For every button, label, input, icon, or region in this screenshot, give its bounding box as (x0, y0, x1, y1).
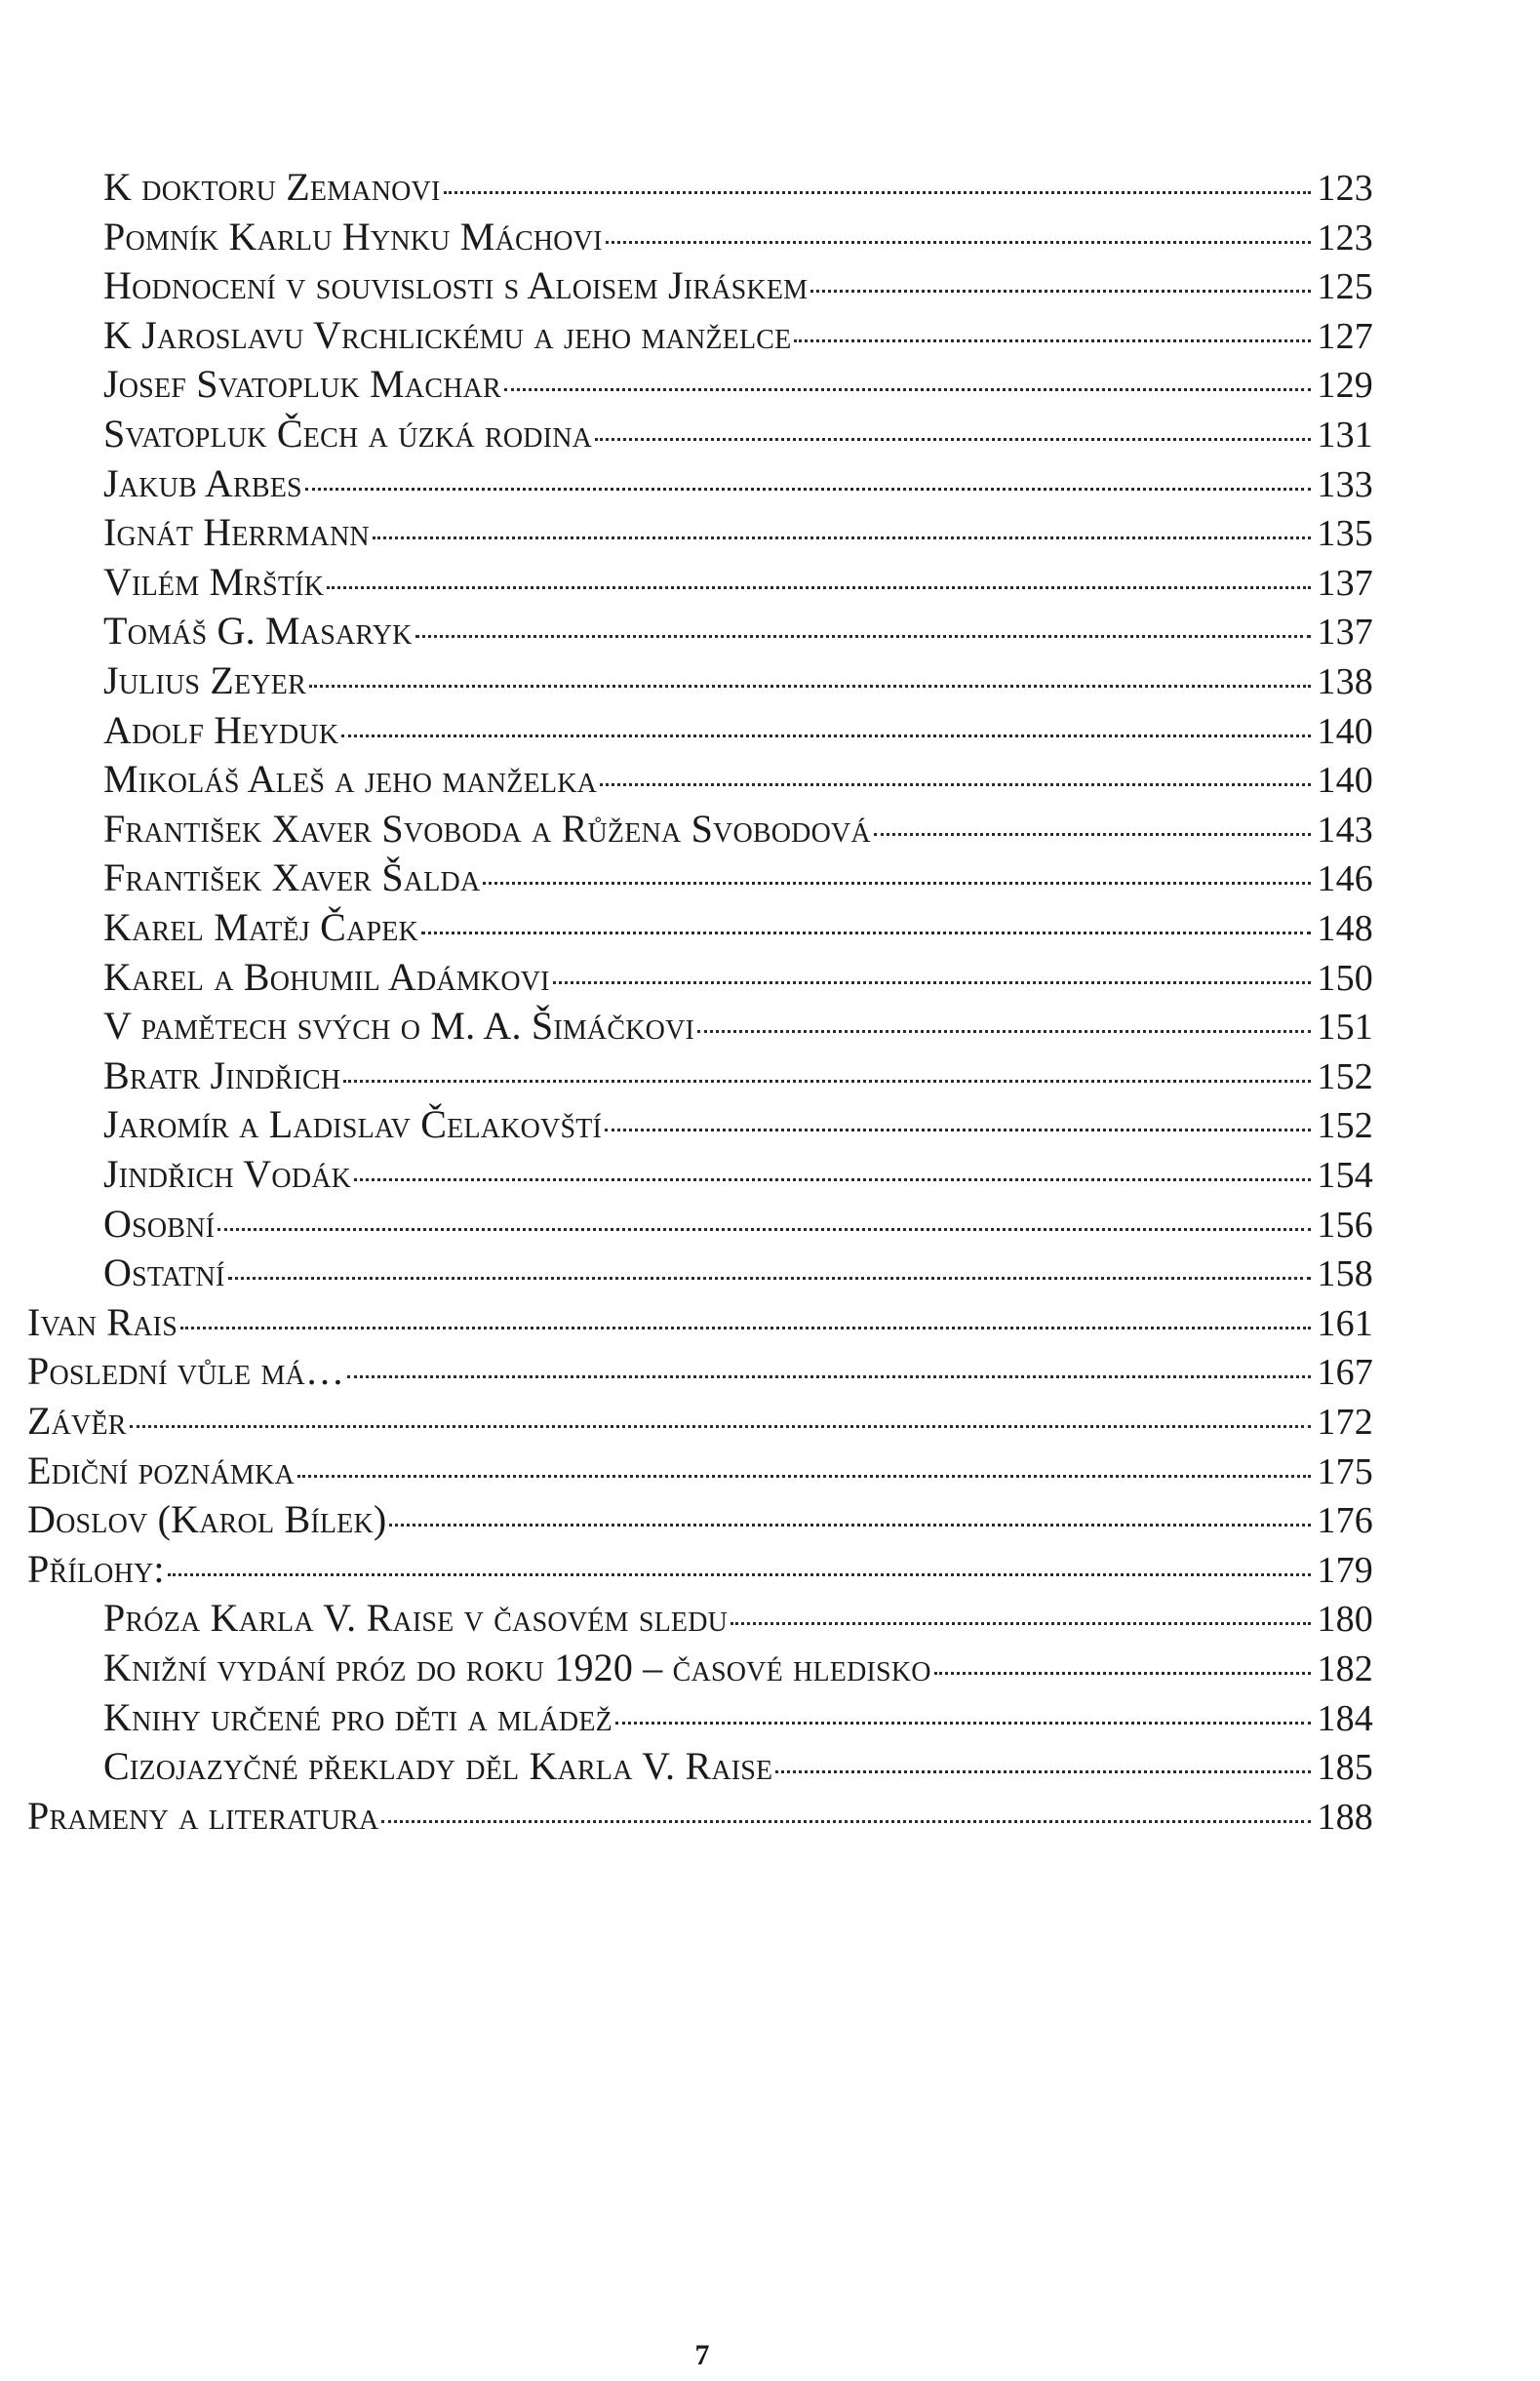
toc-entry-page: 151 (1317, 1007, 1373, 1049)
dot-leader (381, 1820, 1311, 1823)
toc-entry (103, 953, 1373, 1002)
toc-entry-page: 129 (1317, 365, 1373, 407)
toc-entry-title: Osobní (103, 1201, 216, 1246)
dot-leader (600, 783, 1311, 786)
toc-entry-page: 185 (1317, 1747, 1373, 1789)
toc-entry-page: 176 (1317, 1500, 1373, 1542)
dot-leader (794, 339, 1311, 342)
dot-leader (389, 1524, 1311, 1527)
toc-entry-page: 123 (1317, 168, 1373, 209)
dot-leader (553, 981, 1312, 984)
toc-entry-title: Přílohy: (27, 1546, 165, 1591)
toc-entry (103, 1644, 1373, 1692)
toc-entry (103, 360, 1373, 409)
toc-entry-title: K doktoru Zemanovi (103, 165, 441, 209)
toc-entry-title: Knihy určené pro děti a mládež (103, 1694, 612, 1739)
toc-entry (27, 1545, 1373, 1594)
toc-entry-page: 179 (1317, 1549, 1373, 1591)
toc-entry (27, 1298, 1373, 1347)
toc-entry-page: 143 (1317, 809, 1373, 851)
toc-entry (27, 1495, 1373, 1544)
toc-entry-page: 140 (1317, 760, 1373, 802)
toc-entry-page: 137 (1317, 562, 1373, 604)
toc-entry (103, 1200, 1373, 1249)
toc-entry (103, 508, 1373, 557)
toc-entry-title: František Xaver Svoboda a Růžena Svobodová (103, 806, 871, 851)
toc-entry-title: Jaromír a Ladislav Čelakovští (103, 1102, 603, 1147)
toc-entry-page: 175 (1317, 1450, 1373, 1492)
toc-entry-title: Bratr Jindřich (103, 1052, 341, 1097)
dot-leader (615, 1722, 1311, 1725)
toc-entry-title: Závěr (27, 1399, 127, 1443)
toc-entry-page: 172 (1317, 1402, 1373, 1443)
toc-entry (103, 853, 1373, 902)
dot-leader (810, 290, 1311, 293)
toc-entry-page: 127 (1317, 315, 1373, 357)
toc-entry-page: 182 (1317, 1648, 1373, 1689)
toc-entry (103, 1002, 1373, 1051)
dot-leader (130, 1425, 1312, 1428)
toc-entry (103, 163, 1373, 212)
toc-entry-title: Ignát Herrmann (103, 510, 370, 555)
dot-leader (421, 932, 1311, 934)
page-number: 7 (694, 2339, 710, 2371)
dot-leader (775, 1770, 1311, 1773)
toc-entry-page: 167 (1317, 1352, 1373, 1394)
toc-entry-title: Svatopluk Čech a úzká rodina (103, 412, 593, 456)
toc-entry-page: 158 (1317, 1253, 1373, 1295)
dot-leader (309, 685, 1311, 688)
toc-entry (103, 1150, 1373, 1199)
toc-entry-title: Ediční poznámka (27, 1448, 295, 1492)
toc-entry-page: 188 (1317, 1796, 1373, 1838)
toc-entry-page: 138 (1317, 661, 1373, 702)
toc-entry (103, 558, 1373, 607)
dot-leader (341, 734, 1311, 737)
dot-leader (373, 536, 1312, 539)
toc-entry-page: 148 (1317, 908, 1373, 949)
toc-entry-title: Ivan Rais (27, 1299, 178, 1344)
toc-entry-page: 150 (1317, 957, 1373, 999)
toc-entry-title: Vilém Mrštík (103, 559, 325, 604)
dot-leader (444, 191, 1312, 194)
toc-entry-page: 152 (1317, 1055, 1373, 1097)
toc-entry-page: 180 (1317, 1599, 1373, 1641)
toc-entry-title: Knižní vydání próz do roku 1920 – časové hledisko (103, 1646, 931, 1689)
dot-leader (327, 586, 1311, 589)
toc-entry-page: 161 (1317, 1302, 1373, 1344)
toc-entry (103, 1249, 1373, 1297)
dot-leader (354, 1178, 1311, 1181)
toc-entry (27, 1347, 1373, 1396)
toc-entry-page: 123 (1317, 217, 1373, 258)
toc-entry-title: Adolf Heyduk (103, 707, 339, 752)
toc-entry (27, 1792, 1373, 1841)
toc-entry-title: Prameny a literatura (27, 1793, 379, 1838)
toc-entry-page: 125 (1317, 266, 1373, 308)
toc-entry-page: 146 (1317, 858, 1373, 900)
toc-entry-title: Julius Zeyer (103, 658, 306, 702)
toc-entry (103, 755, 1373, 804)
toc-entry-title: Doslov (Karol Bílek) (27, 1497, 387, 1542)
toc-entry (103, 656, 1373, 705)
toc-entry-page: 152 (1317, 1105, 1373, 1147)
dot-leader (305, 488, 1312, 491)
toc-entry (103, 1693, 1373, 1742)
dot-leader (180, 1327, 1311, 1329)
toc-entry (103, 459, 1373, 508)
toc-entry-title: Ostatní (103, 1250, 225, 1295)
toc-entry (103, 805, 1373, 853)
toc-entry (27, 1447, 1373, 1495)
toc-entry (103, 1742, 1373, 1791)
toc-entry-title: V pamětech svých o M. A. Šimáčkovi (103, 1004, 695, 1049)
toc-entry-title: Próza Karla V. Raise v časovém sledu (103, 1596, 729, 1641)
toc-entry-page: 140 (1317, 710, 1373, 752)
dot-leader (228, 1277, 1312, 1280)
toc-entry (103, 261, 1373, 310)
dot-leader (297, 1475, 1312, 1478)
toc-entry (103, 1100, 1373, 1149)
toc-entry-page: 135 (1317, 513, 1373, 555)
toc-entry-title: Hodnocení v souvislosti s Aloisem Jiráskem (103, 263, 809, 308)
dot-leader (731, 1622, 1311, 1625)
dot-leader (504, 388, 1311, 391)
toc-entry-page: 133 (1317, 463, 1373, 505)
toc-entry-page: 184 (1317, 1697, 1373, 1739)
dot-leader (415, 635, 1312, 638)
dot-leader (343, 1080, 1311, 1083)
toc-entry (103, 410, 1373, 458)
toc-entry-title: Josef Svatopluk Machar (103, 362, 501, 407)
dot-leader (595, 438, 1311, 441)
toc-entry-title: Mikoláš Aleš a jeho manželka (103, 757, 598, 802)
toc-entry-page: 137 (1317, 612, 1373, 654)
toc-entry-title: Cizojazyčné překlady děl Karla V. Raise (103, 1744, 773, 1789)
toc-entry (103, 903, 1373, 952)
toc-entry (103, 607, 1373, 655)
dot-leader (934, 1672, 1312, 1675)
toc-entry-title: Jindřich Vodák (103, 1152, 352, 1196)
toc-entry-page: 156 (1317, 1204, 1373, 1246)
toc-entry-title: Tomáš G. Masaryk (103, 609, 413, 654)
dot-leader (483, 882, 1311, 885)
dot-leader (606, 241, 1312, 244)
toc-entry (103, 311, 1373, 360)
toc-entry (103, 1052, 1373, 1100)
dot-leader (168, 1573, 1312, 1576)
toc-entry-title: František Xaver Šalda (103, 855, 481, 900)
toc-entry-title: Poslední vůle má… (27, 1349, 345, 1394)
toc-entry (103, 1594, 1373, 1643)
dot-leader (217, 1228, 1311, 1231)
dot-leader (874, 833, 1312, 836)
toc-entry-page: 131 (1317, 415, 1373, 456)
toc-entry (103, 213, 1373, 261)
dot-leader (347, 1375, 1311, 1378)
dot-leader (605, 1129, 1311, 1131)
toc-entry-title: Karel a Bohumil Adámkovi (103, 954, 550, 999)
toc-entry (103, 706, 1373, 755)
toc-entry-page: 154 (1317, 1155, 1373, 1196)
toc-entry-title: K Jaroslavu Vrchlickému a jeho manželce (103, 312, 792, 357)
toc-entry-title: Pomník Karlu Hynku Máchovi (103, 214, 603, 258)
dot-leader (697, 1030, 1311, 1033)
toc-entry (27, 1397, 1373, 1446)
toc-entry-title: Jakub Arbes (103, 460, 302, 505)
toc-entry-title: Karel Matěj Čapek (103, 905, 418, 949)
